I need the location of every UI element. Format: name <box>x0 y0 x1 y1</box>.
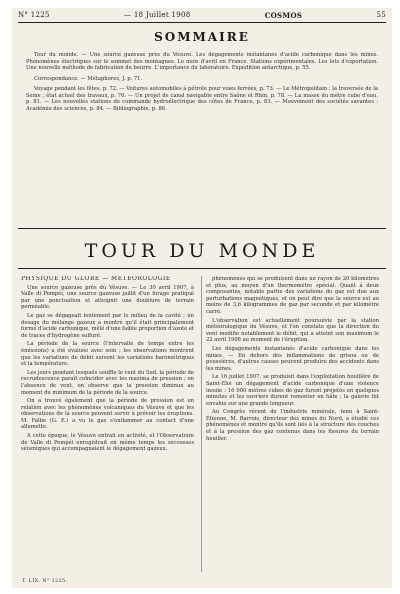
section-rule-top <box>18 228 386 229</box>
article-column-left <box>21 276 194 572</box>
article-paragraph: Le gaz se dégageait lentement par le milieu de la cavité ; un dosage du mélange gazeux a montré qu'il était principalement formé d'acide carbonique, mêlé d'une faible proportion d'azote et de traces d'hydrogène sulfuré. <box>21 312 194 339</box>
issue-number: N° 1225 <box>18 11 50 19</box>
article-paragraph: La période de la source (l'intervalle de temps entre les émissions) a été évaluée avec soin ; les observations montrent que les variations de débit suivent les variations barométriques et la température. <box>21 341 194 368</box>
sommaire-paragraph: Voyage pendant les fêtes, p. 72. — Voitures automobiles à pétrole pour voies ferrées, p. 73. — Le Métropolitain : la traversée de la Seine ; état actuel des travaux, p. 76. — Un projet de canal navigable entre Saône et Rhin, p. 78. — La masse du mètre cube d'eau, p. 81. — Les nouvelles stations de commande hydroélectrique des côtes de France, p. 83. — Mouvement des sociétés savantes : Académie des sciences, p. 84. — Bibliographie, p. 86. <box>26 86 378 112</box>
article-paragraph: A cette époque, le Vésuve entrait en activité, et l'Observatoire de Valle di Pompéi enregistrait en même temps les secousses séismiques qui accompagnaient le dégagement gazeux. <box>21 433 194 453</box>
article-paragraph: Les jours pendant lesquels souffle le vent du Sud, la période de recrudescence paraît coïncider avec les maxima de pression ; en l'absence de vent, on observe que la pression diminue au moment du minimum de la période de la source. <box>21 369 194 396</box>
article-column-right <box>206 276 379 572</box>
header-rule <box>18 22 386 23</box>
section-rule-bottom <box>18 268 386 269</box>
article-paragraph: Une source gazeuse près du Vésuve. — Le 30 avril 1907, à Valle di Pompéi, une source gazeuse jaillit d'un forage pratiqué par une ponctuation et atteignit une doublure de terrain perméable. <box>21 284 194 311</box>
article-paragraph: Les dégagements instantanés d'acide carbonique dans les mines. — En dehors des inflammations de grisou ou de poussières, d'autres causes peuvent produire des accidents dans les mines. <box>206 345 379 372</box>
sommaire-body <box>26 52 378 222</box>
article-paragraph: Le 16 juillet 1907, se produisit dans l'exploitation houillère de Saint-Eloi un dégagement d'acide carbonique d'une violence inouïe : 16 000 mètres cubes de gaz furent projetés en quelques minutes et les ouvriers durent remonter en hâte ; la galerie fut envahie sur une grande longueur. <box>206 374 379 407</box>
issue-date: — 18 Juillet 1908 <box>124 11 191 19</box>
column-divider <box>201 276 202 572</box>
article-paragraph: Au Congrès récent de l'industrie minérale, tenu à Saint-Étienne, M. Barrois, directeur des mines du Nord, a étudié ces phénomènes et montré qu'ils sont liés à la structure des couches et à la pression des gaz contenus dans les fissures du terrain houiller. <box>206 409 379 442</box>
sommaire-paragraph: Correspondance. — Métaphores, J. p. 71. <box>34 75 143 82</box>
article-paragraph: phénomènes qui se produisent dans un rayon de 20 kilomètres et plus, au moyen d'un thermomètre spécial. Quant à deux composantes, notable partie des variations du gaz est due aux perturbations magnétiques, et on peut dire que la source est au moins de 3,6 kilogrammes de gaz par seconde et par kilomètre carré. <box>206 276 379 315</box>
sommaire-title: SOMMAIRE <box>154 30 250 44</box>
page-number: 55 <box>376 11 386 19</box>
journal-name: COSMOS <box>264 10 303 20</box>
running-head <box>18 10 386 20</box>
sommaire-paragraph: Tour du monde. — Une source gazeuse près du Vésuve. Les dégagements instantanés d'acide carbonique dans les mines. Phénomènes électriques sur le sommet des montagnes. Le mois d'avril en France. Stations expérimentales. Les lots d'exportation. Une nouvelle méthode de fabrication du beurre. L'importance du laboratoire. Expédition antarctique, p. 55. <box>26 52 378 71</box>
journal-page <box>12 8 392 588</box>
page-footer: T. LIX. N° 1225. <box>22 578 68 584</box>
article-paragraph: On a trouvé également que la période de pression est en relation avec les phénomènes volcaniques du Vésuve et que les observations de la source peuvent servir à prévoir les éruptions. M. Falbe (G. E.) a vu le gaz s'enflammer au contact d'une allumette. <box>21 398 194 431</box>
section-heading: PHYSIQUE DU GLOBE — MÉTÉOROLOGIE <box>21 276 171 282</box>
article-paragraph: L'observation est actuellement poursuivie par la station météorologique du Vésuve, et l'on constate que la direction du vent modifie notablement le débit, qui a atteint son maximum le 22 avril 1908 au moment de l'éruption. <box>206 317 379 344</box>
tour-du-monde-title: TOUR DU MONDE <box>84 240 320 262</box>
